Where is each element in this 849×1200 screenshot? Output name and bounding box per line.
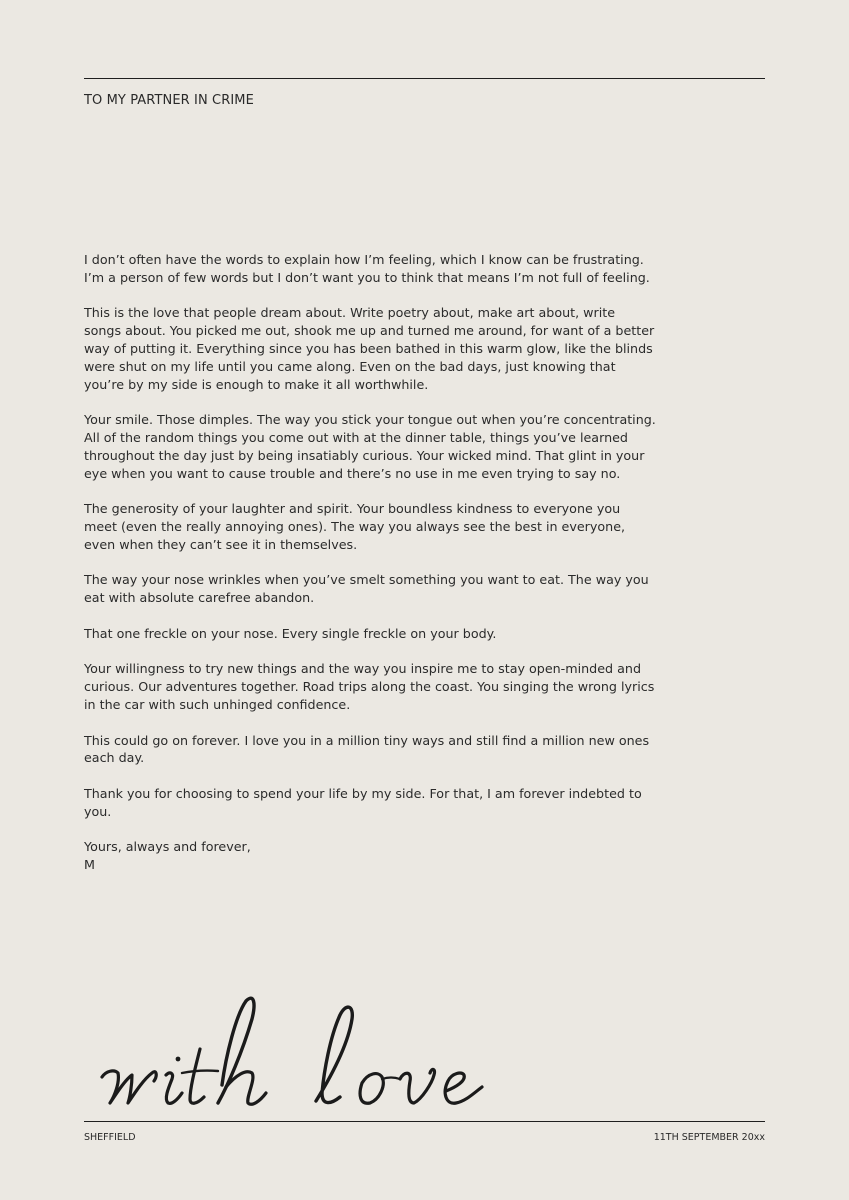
letter-initial: M [84,857,95,873]
top-divider [84,78,765,79]
letter-paragraph: Your smile. Those dimples. The way you stick your tongue out when you’re concentrating. All of the random things you come out with at the dinner table, things you’ve learned throughout the day just by being insatiably curious. Your wicked mind. That glint in your eye when you want to cause trouble and there’s no use in me even trying to say no. [84,412,656,481]
letter-paragraph: The way your nose wrinkles when you’ve smelt something you want to eat. The way you eat with absolute carefree abandon. [84,572,649,606]
letter-paragraph: Your willingness to try new things and the way you inspire me to stay open-minded and curious. Our adventures together. Road trips along the coast. You singing the wrong lyrics in the car with such unhinged confidence. [84,661,655,712]
letter-paragraph: I don’t often have the words to explain how I’m feeling, which I know can be frustrating. I’m a person of few words but I don’t want you to think that means I’m not full of feeling. [84,252,650,285]
letter-paragraph: That one freckle on your nose. Every single freckle on your body. [84,625,497,641]
signature-strokes [102,998,482,1104]
letter-paragraph: The generosity of your laughter and spirit. Your boundless kindness to everyone you meet (even the really annoying ones). The way you always see the best in everyone, even when they can’t see it in themselves. [84,501,626,552]
letter-paragraph: Thank you for choosing to spend your life by my side. For that, I am forever indebted to you. [84,785,642,819]
with-love-signature [96,975,536,1115]
letter-heading: TO MY PARTNER IN CRIME [84,93,254,108]
letter-paragraph: This could go on forever. I love you in a million tiny ways and still find a million new ones each day. [84,732,650,766]
letter-body [84,251,656,874]
bottom-divider [84,1121,765,1122]
letter-paragraph: This is the love that people dream about. Write poetry about, make art about, write songs about. You picked me out, shook me up and turned me around, for want of a better way of putting it. Everything since you has been bathed in this warm glow, like the blinds were shut on my life until you came along. Even on the bad days, just knowing that you’re by my side is enough to make it all worthwhile. [84,305,655,392]
footer-date: 11TH SEPTEMBER 20xx [653,1132,765,1143]
footer-location: SHEFFIELD [84,1132,136,1143]
letter-closing: Yours, always and forever, [84,839,251,855]
